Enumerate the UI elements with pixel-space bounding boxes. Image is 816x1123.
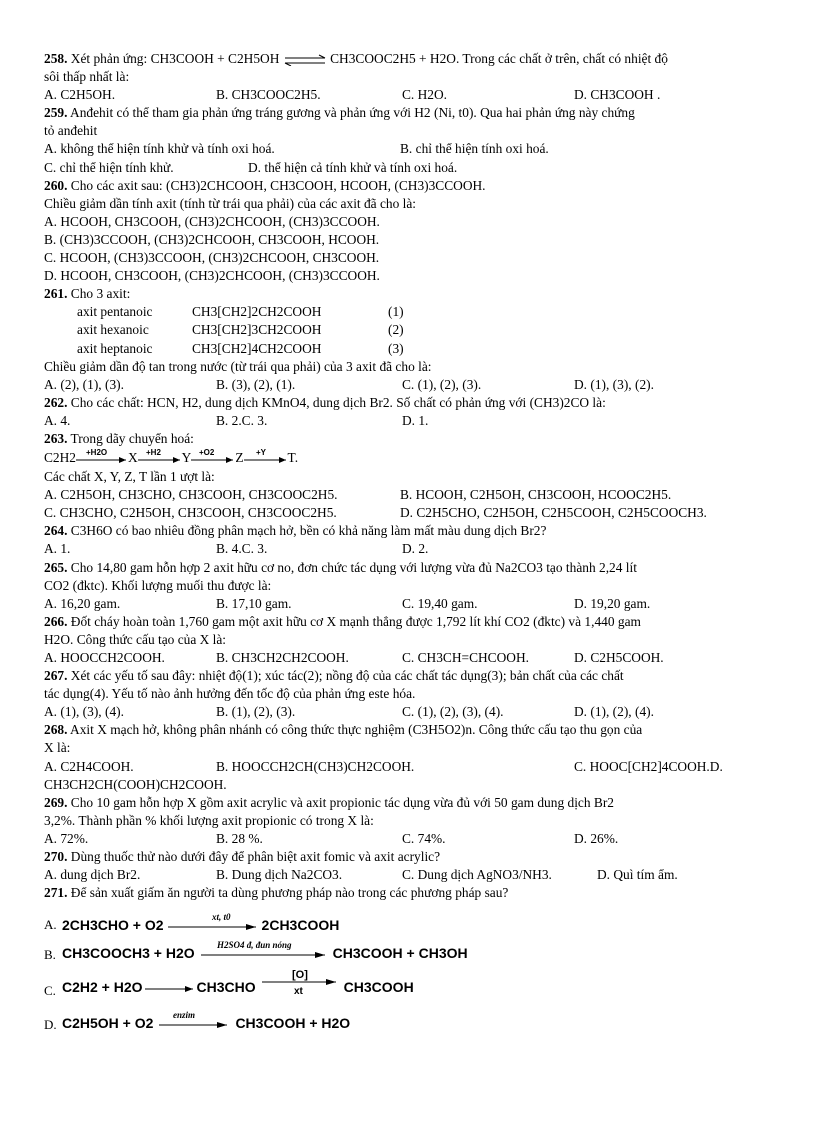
- question-258: 258. Xét phản ứng: CH3COOH + C2H5OH CH3COOC2H5 + H2O. Trong các chất ở trên, chất có nhiệt độ: [44, 51, 668, 66]
- question-267: 267. Xét các yếu tố sau đây: nhiệt độ(1); xúc tác(2); nồng độ của các chất tác dụng(3); bản chất của các chất: [44, 668, 624, 684]
- question-263: 263. Trong dãy chuyển hoá:: [44, 430, 194, 446]
- option-a-equation: A. 2CH3CHO + O2 xt, t0 2CH3COOH: [44, 912, 340, 934]
- answer-row: A. 72%. B. 28 %. C. 74%. D. 26%.: [44, 830, 619, 846]
- answer-option: B. (CH3)3CCOOH, (CH3)2CHCOOH, CH3COOH, HCOOH.: [44, 231, 380, 247]
- arrow-icon: [262, 966, 338, 996]
- arrow-icon: [145, 974, 195, 996]
- question-266: 266. Đốt cháy hoàn toàn 1,760 gam một axit hữu cơ X mạnh thẳng được 1,792 lít khí CO2 (đktc) và 1,440 gam: [44, 613, 641, 629]
- arrow-condition: [O]: [291, 969, 308, 982]
- arrow-icon: [76, 448, 128, 466]
- acid-row: axit pentanoic CH3[CH2]2CH2COOH (1): [77, 304, 404, 320]
- question-265: 265. Cho 14,80 gam hỗn hợp 2 axit hữu cơ no, đơn chức tác dụng với lượng vừa đủ Na2CO3 tạo thành 2,24 lít: [44, 559, 637, 575]
- question-text: Chiều giảm dần độ tan trong nước (từ trái qua phải) của 3 axit đã cho là:: [44, 358, 432, 374]
- answer-row: A. C2H5OH, CH3CHO, CH3COOH, CH3COOC2H5. B. HCOOH, C2H5OH, CH3COOH, HCOOC2H5.: [44, 487, 672, 503]
- question-269: 269. Cho 10 gam hỗn hợp X gồm axit acrylic và axit propionic tác dụng vừa đủ với 50 gam dung dịch Br2: [44, 794, 614, 810]
- question-text: tác dụng(4). Yếu tố nào ảnh hưởng đến tốc độ của phản ứng este hóa.: [44, 686, 416, 702]
- arrow-condition: enzim: [173, 1010, 196, 1021]
- question-text: Chiều giảm dần tính axit (tính từ trái qua phải) của các axit đã cho là:: [44, 195, 417, 211]
- arrow-icon: [201, 940, 327, 962]
- question-text: tỏ anđehit: [44, 123, 98, 139]
- answer-row: A. (2), (1), (3). B. (3), (2), (1). C. (1), (2), (3). D. (1), (3), (2).: [44, 376, 654, 392]
- answer-row: A. 1. B. 4.C. 3. D. 2.: [44, 541, 429, 557]
- arrow-icon: [168, 912, 258, 934]
- arrow-condition: H2SO4 đ, đun nóng: [216, 940, 292, 951]
- arrow-condition: xt: [293, 986, 303, 997]
- arrow-condition: xt, t0: [211, 912, 231, 923]
- answer-row: C. chỉ thể hiện tính khử. D. thể hiện cả tính khử và tính oxi hoá.: [44, 159, 458, 175]
- option-d-equation: D. C2H5OH + O2 enzim CH3COOH + H2O: [44, 1010, 351, 1033]
- arrow-label: +O2: [199, 448, 215, 458]
- question-261: 261. Cho 3 axit:: [44, 286, 131, 302]
- question-text: sôi thấp nhất là:: [44, 69, 130, 85]
- answer-row: A. C2H4COOH. B. HOOCCH2CH(CH3)CH2COOH. C. HOOC[CH2]4COOH.D.: [44, 758, 723, 774]
- answer-row: A. (1), (3), (4). B. (1), (2), (3). C. (1), (2), (3), (4). D. (1), (2), (4).: [44, 704, 654, 720]
- arrow-icon: [159, 1010, 229, 1032]
- answer-option: D. HCOOH, CH3COOH, (CH3)2CHCOOH, (CH3)3CCOOH.: [44, 268, 380, 284]
- acid-row: axit hexanoic CH3[CH2]3CH2COOH (2): [77, 322, 404, 338]
- answer-option: C. HCOOH, (CH3)3CCOOH, (CH3)2CHCOOH, CH3COOH.: [44, 250, 380, 266]
- question-259: 259. Anđehit có thể tham gia phản ứng tráng gương và phản ứng với H2 (Ni, t0). Qua hai phản ứng này chứng: [44, 105, 635, 121]
- arrow-icon: [244, 448, 288, 466]
- answer-row: A. dung dịch Br2. B. Dung dịch Na2CO3. C. Dung dịch AgNO3/NH3. D. Quì tím ẩm.: [44, 867, 678, 883]
- answer-row: A. không thể hiện tính khử và tính oxi hoá. B. chỉ thể hiện tính oxi hoá.: [44, 141, 549, 157]
- option-c-equation: C. C2H2 + H2O CH3CHO [O] xt CH3COOH: [44, 966, 790, 1002]
- question-text: X là:: [44, 740, 71, 756]
- reaction-chain: C2H2 +H2O X +H2 Y +O2 Z +Y T.: [44, 448, 299, 466]
- arrow-label: +Y: [255, 448, 266, 458]
- arrow-label: +H2O: [86, 448, 108, 458]
- arrow-label: +H2: [145, 448, 161, 458]
- answer-option: CH3CH2CH(COOH)CH2COOH.: [44, 776, 227, 792]
- answer-row: A. 4. B. 2.C. 3. D. 1.: [44, 412, 429, 428]
- question-271: 271. Để sản xuất giấm ăn người ta dùng phương pháp nào trong các phương pháp sau?: [44, 885, 509, 901]
- answer-option: A. HCOOH, CH3COOH, (CH3)2CHCOOH, (CH3)3CCOOH.: [44, 213, 380, 229]
- option-b-equation: B. CH3COOCH3 + H2O H2SO4 đ, đun nóng CH3COOH + CH3OH: [44, 940, 468, 963]
- question-262: 262. Cho các chất: HCN, H2, dung dịch KMnO4, dung dịch Br2. Số chất có phản ứng với (CH3)2CO là:: [44, 394, 606, 410]
- question-text: CO2 (đktc). Khối lượng muối thu được là:: [44, 577, 272, 593]
- answer-row: A. 16,20 gam. B. 17,10 gam. C. 19,40 gam. D. 19,20 gam.: [44, 595, 651, 611]
- answer-row: A. HOOCCH2COOH. B. CH3CH2CH2COOH. C. CH3CH=CHCOOH. D. C2H5COOH.: [44, 650, 664, 665]
- question-260: 260. Cho các axit sau: (CH3)2CHCOOH, CH3COOH, HCOOH, (CH3)3CCOOH.: [44, 177, 486, 193]
- answer-row: A. C2H5OH. B. CH3COOC2H5. C. H2O. D. CH3COOH .: [44, 87, 661, 103]
- equilibrium-arrow-icon: [283, 54, 327, 66]
- question-text: 3,2%. Thành phần % khối lượng axit propionic có trong X là:: [44, 812, 374, 828]
- question-text: H2O. Công thức cấu tạo của X là:: [44, 631, 227, 647]
- answer-row: C. CH3CHO, C2H5OH, CH3COOH, CH3COOC2H5. D. C2H5CHO, C2H5OH, C2H5COOH, C2H5COOCH3.: [44, 505, 707, 521]
- acid-row: axit heptanoic CH3[CH2]4CH2COOH (3): [77, 340, 404, 356]
- arrow-icon: [191, 448, 235, 466]
- worksheet: [44, 50, 790, 1036]
- question-264: 264. C3H6O có bao nhiêu đồng phân mạch hở, bền có khả năng làm mất màu dung dịch Br2?: [44, 523, 547, 539]
- arrow-icon: [138, 448, 182, 466]
- question-268: 268. Axit X mạch hở, không phân nhánh có công thức thực nghiệm (C3H5O2)n. Công thức cấu tạo thu gọn của: [44, 722, 643, 738]
- question-270: 270. Dùng thuốc thử nào dưới đây để phân biệt axit fomic và axit acrylic?: [44, 849, 441, 865]
- question-text: Các chất X, Y, Z, T lần 1 ượt là:: [44, 469, 215, 485]
